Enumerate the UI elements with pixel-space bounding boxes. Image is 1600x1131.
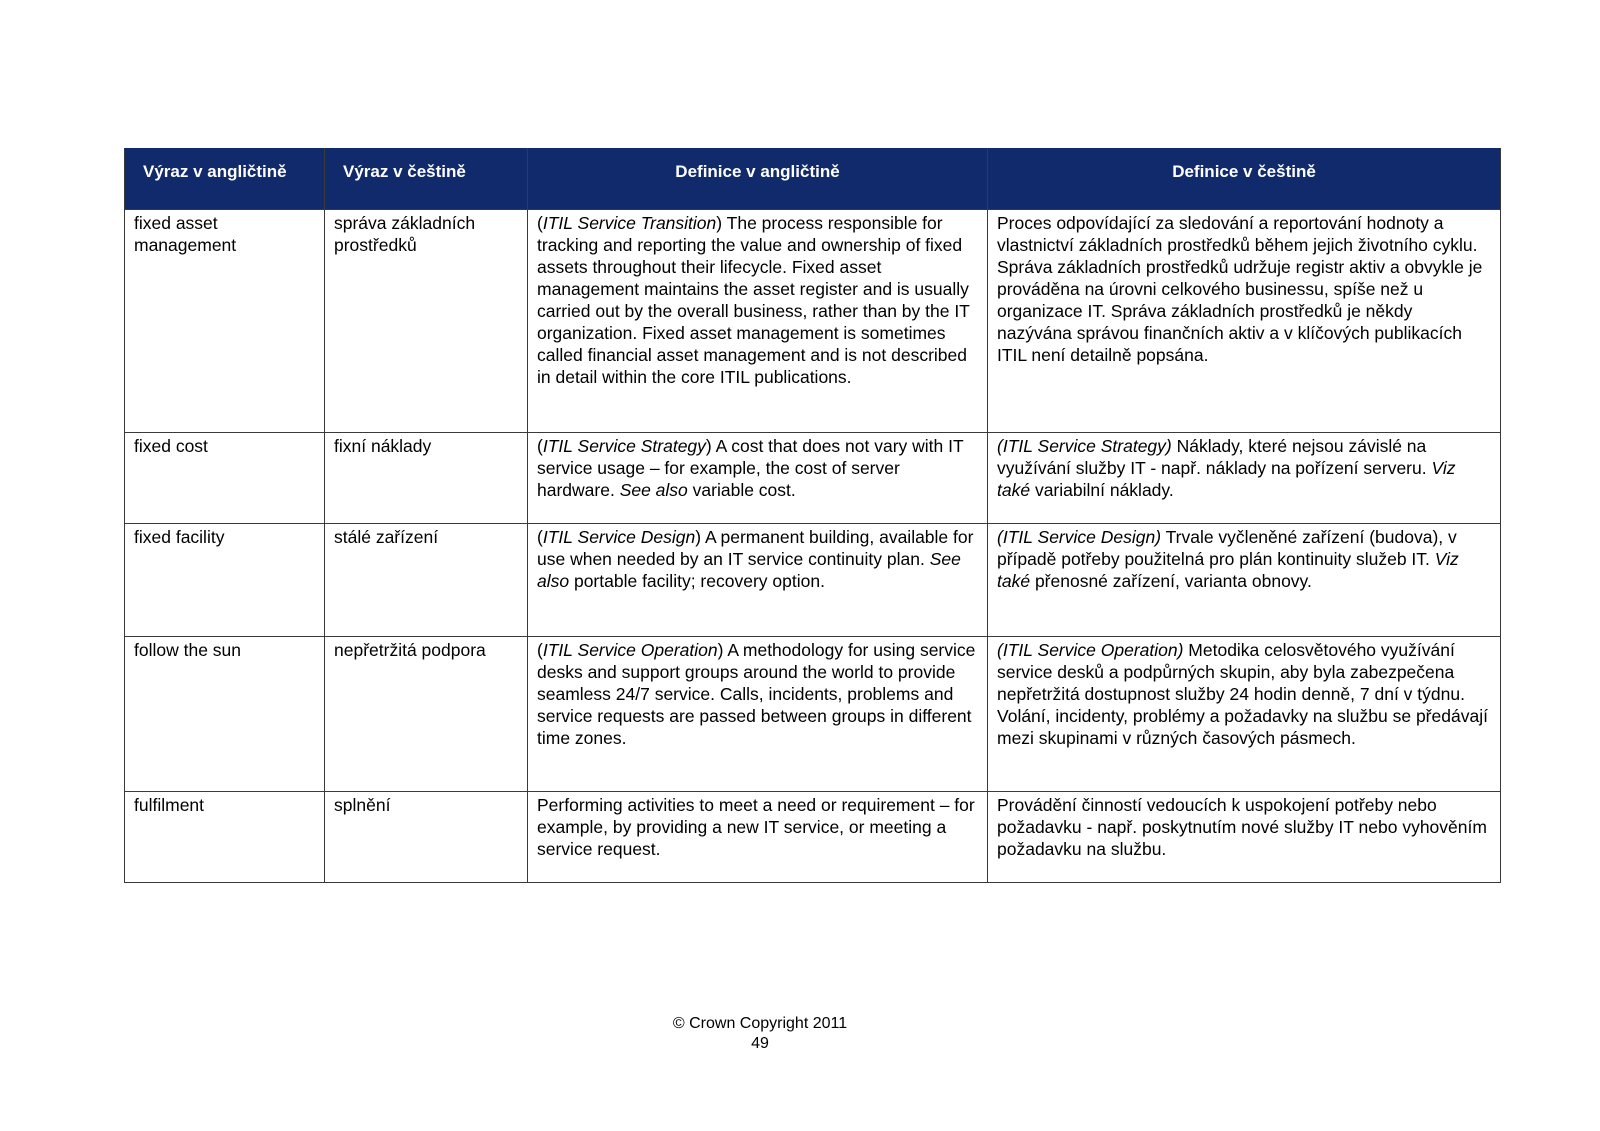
definition-text: ( <box>537 436 543 456</box>
czech-definition-cell <box>988 637 1501 792</box>
definition-text: ) A methodology for using service desks and support groups around the world to provide seamless 24/7 service. Calls, incidents, problems and service requests are passed between groups in different time zones. <box>537 640 976 748</box>
header-english-definition: Definice v angličtině <box>528 149 988 210</box>
english-term-cell: fulfilment <box>125 792 325 883</box>
czech-term-cell: stálé zařízení <box>325 524 528 637</box>
czech-definition-cell <box>988 210 1501 433</box>
definition-text: See also <box>537 549 961 591</box>
definition-text: (ITIL Service Design) <box>997 527 1162 547</box>
definition-text: (ITIL Service Operation) <box>997 640 1184 660</box>
header-czech-term: Výraz v češtině <box>325 149 528 210</box>
english-term-cell: fixed cost <box>125 433 325 524</box>
definition-text: ) A permanent building, available for use when needed by an IT service continuity plan. <box>537 527 974 569</box>
definition-text: ) A cost that does not vary with IT service usage – for example, the cost of server hardware. <box>537 436 964 500</box>
definition-text: portable facility; recovery option. <box>569 571 825 591</box>
czech-term-cell: splnění <box>325 792 528 883</box>
definition-text: Provádění činností vedoucích k uspokojení potřeby nebo požadavku - např. poskytnutím nové služby IT nebo vyhověním požadavku na službu. <box>997 795 1487 859</box>
english-term-cell: follow the sun <box>125 637 325 792</box>
definition-text: ( <box>537 527 543 547</box>
definition-text: ) The process responsible for tracking and reporting the value and ownership of fixed assets throughout their lifecycle. Fixed asset management maintains the asset register and is usually carried out by the overall business, rather than by the IT organization. Fixed asset management is sometimes called financial asset management and is not described in detail within the core ITIL publications. <box>537 213 970 387</box>
english-definition-cell <box>528 792 988 883</box>
english-term-cell: fixed facility <box>125 524 325 637</box>
definition-text: ITIL Service Design <box>542 527 696 547</box>
english-definition-cell <box>528 524 988 637</box>
definition-text: Proces odpovídající za sledování a reportování hodnoty a vlastnictví základních prostředků během jejich životního cyklu. Správa základních prostředků udržuje registr aktiv a obvykle je prováděna na úrovni celkového businessu, spíše než u organizace IT. Správa základních prostředků je někdy nazývána správou finančních aktiv a v klíčových publikacích ITIL není detailně popsána. <box>997 213 1483 365</box>
english-term-cell: fixed asset management <box>125 210 325 433</box>
table-row <box>125 637 1501 792</box>
english-definition-cell <box>528 637 988 792</box>
table-row <box>125 792 1501 883</box>
czech-definition-cell <box>988 433 1501 524</box>
definition-text: ITIL Service Strategy <box>542 436 706 456</box>
czech-definition-cell <box>988 524 1501 637</box>
definition-text: přenosné zařízení, varianta obnovy. <box>1030 571 1312 591</box>
page-footer <box>0 1014 1520 1054</box>
czech-term-cell: nepřetržitá podpora <box>325 637 528 792</box>
table-header-row <box>125 149 1501 210</box>
definition-text: Náklady, které nejsou závislé na využívání služby IT - např. náklady na pořízení serveru. <box>997 436 1432 478</box>
definition-text: Metodika celosvětového využívání service desků a podpůrných skupin, aby byla zabezpečena nepřetržitá dostupnost služby 24 hodin denně, 7 dní v týdnu. Volání, incidenty, problémy a požadavky na službu se předávají mezi skupinami v různých časových pásmech. <box>997 640 1488 748</box>
definition-text: ( <box>537 640 543 660</box>
table-row <box>125 210 1501 433</box>
header-czech-definition: Definice v češtině <box>988 149 1501 210</box>
czech-term-cell: fixní náklady <box>325 433 528 524</box>
definition-text: Viz také <box>997 458 1456 500</box>
english-definition-cell <box>528 433 988 524</box>
definition-text: Viz také <box>997 549 1459 591</box>
czech-term-cell: správa základních prostředků <box>325 210 528 433</box>
definition-text: (ITIL Service Strategy) <box>997 436 1172 456</box>
table-row <box>125 524 1501 637</box>
definition-text: Trvale vyčleněné zařízení (budova), v případě potřeby použitelná pro plán kontinuity služeb IT. <box>997 527 1457 569</box>
definition-text: See also <box>619 480 688 500</box>
definition-text: Performing activities to meet a need or requirement – for example, by providing a new IT service, or meeting a service request. <box>537 795 975 859</box>
copyright-notice: © Crown Copyright 2011 <box>672 1015 848 1032</box>
definition-text: variabilní náklady. <box>1030 480 1174 500</box>
definition-text: ITIL Service Operation <box>542 640 718 660</box>
definition-text: variable cost. <box>687 480 796 500</box>
czech-definition-cell <box>988 792 1501 883</box>
definition-text: ITIL Service Transition <box>542 213 717 233</box>
english-definition-cell <box>528 210 988 433</box>
table-row <box>125 433 1501 524</box>
glossary-table <box>124 148 1501 883</box>
header-english-term: Výraz v angličtině <box>125 149 325 210</box>
page-number: 49 <box>751 1035 769 1052</box>
definition-text: ( <box>537 213 543 233</box>
